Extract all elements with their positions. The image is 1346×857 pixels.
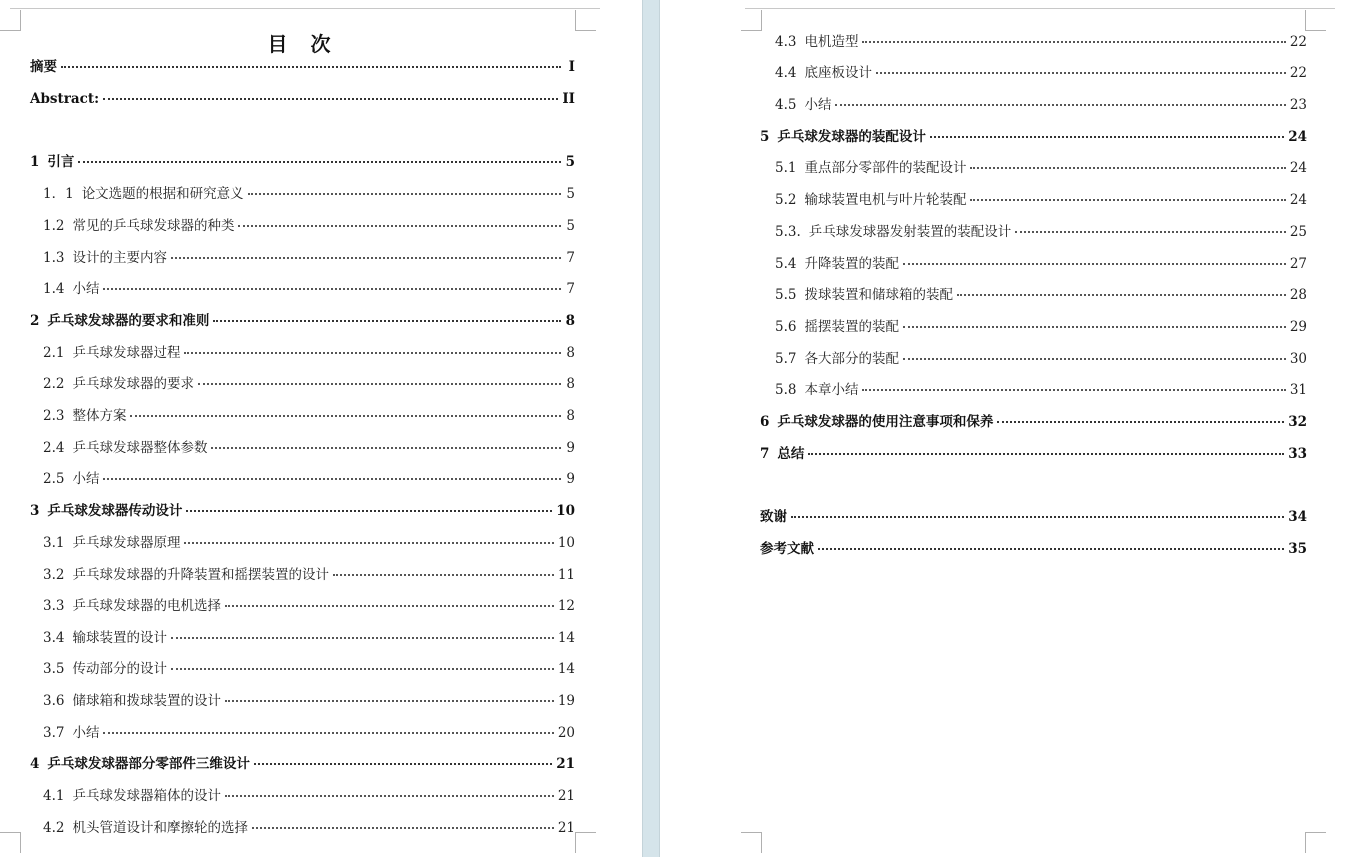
toc-entry-number: 3.6 [43, 693, 65, 709]
toc-entry[interactable] [775, 286, 1307, 304]
toc-entry[interactable] [43, 185, 575, 203]
toc-entry-number: 4.1 [43, 788, 65, 804]
toc-leader-dots [862, 389, 1285, 391]
toc-leader-dots [252, 827, 554, 829]
toc-entry[interactable] [30, 502, 575, 520]
toc-entry[interactable] [775, 191, 1307, 209]
toc-entry-number: 1.2 [43, 218, 65, 234]
toc-entry-label: 乒乓球发球器过程 [72, 345, 181, 361]
document-page-right [660, 0, 1346, 857]
toc-entry[interactable] [775, 64, 1307, 82]
toc-entry-label: 乒乓球发球器的装配设计 [777, 129, 926, 145]
toc-entry[interactable] [43, 629, 575, 647]
page-gap [642, 0, 660, 857]
toc-entry[interactable] [760, 413, 1307, 431]
toc-entry-number: 4.2 [43, 820, 65, 836]
toc-entry-label: 乒乓球发球器的升降装置和摇摆装置的设计 [72, 567, 329, 583]
toc-entry-label: 底座板设计 [804, 65, 872, 81]
toc-entry-label: 乒乓球发球器的使用注意事项和保养 [777, 414, 994, 430]
toc-entry[interactable] [775, 381, 1307, 399]
toc-entry-label: 输球装置的设计 [72, 630, 167, 646]
toc-entry-label: 输球装置电机与叶片轮装配 [804, 192, 967, 208]
toc-leader-dots [903, 326, 1286, 328]
toc-leader-dots [835, 104, 1285, 106]
toc-entry[interactable] [760, 445, 1307, 463]
toc-entry[interactable] [43, 470, 575, 488]
toc-leader-dots [1015, 231, 1286, 233]
toc-entry-label: 小结 [804, 97, 832, 113]
toc-entry[interactable] [43, 375, 575, 393]
toc-title: 目 次 [267, 32, 339, 56]
toc-entry-page: I [568, 59, 575, 75]
toc-entry-label: 小结 [72, 471, 100, 487]
toc-entry-number: 3 [30, 503, 40, 519]
toc-entry-page: 21 [556, 756, 575, 772]
toc-leader-dots [171, 637, 554, 639]
toc-leader-dots [862, 41, 1285, 43]
toc-leader-dots [184, 542, 553, 544]
toc-entry-label: 传动部分的设计 [72, 661, 167, 677]
toc-entry[interactable] [43, 692, 575, 710]
toc-entry-page: 31 [1289, 382, 1307, 398]
toc-entry[interactable] [775, 33, 1307, 51]
toc-entry[interactable] [43, 724, 575, 742]
toc-entry-page: 22 [1289, 34, 1307, 50]
toc-entry-page: 30 [1289, 351, 1307, 367]
toc-entry[interactable] [775, 350, 1307, 368]
toc-entry-page: 10 [557, 535, 575, 551]
toc-entry-number: 5.4 [775, 256, 797, 272]
toc-entry-page: 7 [566, 281, 575, 297]
toc-entry[interactable] [760, 128, 1307, 146]
toc-entry-page: 23 [1289, 97, 1307, 113]
toc-leader-dots [248, 193, 561, 195]
toc-entry-number: 3.2 [43, 567, 65, 583]
toc-entry-label: 机头管道设计和摩擦轮的选择 [72, 820, 248, 836]
toc-entry-page: 12 [557, 598, 575, 614]
toc-entry[interactable] [43, 787, 575, 805]
toc-leader-dots [930, 136, 1284, 138]
crop-mark [0, 832, 21, 853]
toc-entry-label: 储球箱和拨球装置的设计 [72, 693, 221, 709]
toc-entry-page: 14 [557, 661, 575, 677]
toc-entry-page: 24 [1289, 160, 1307, 176]
toc-entry-number: 4.5 [775, 97, 797, 113]
toc-entry-label: 各大部分的装配 [804, 351, 899, 367]
toc-leader-dots [171, 257, 561, 259]
toc-entry-page: 5 [566, 218, 575, 234]
toc-entry-number: 5.1 [775, 160, 797, 176]
toc-entry-label: 小结 [72, 281, 100, 297]
toc-leader-dots [225, 605, 554, 607]
toc-leader-dots [970, 167, 1285, 169]
toc-entry-label: 致谢 [760, 509, 787, 525]
toc-leader-dots [903, 263, 1286, 265]
toc-entry[interactable] [775, 96, 1307, 114]
crop-mark [1305, 10, 1326, 31]
toc-entry-label: 摘要 [30, 59, 57, 75]
toc-entry[interactable] [760, 508, 1307, 526]
toc-entry-page: 21 [557, 788, 575, 804]
toc-entry[interactable] [43, 819, 575, 837]
toc-leader-dots [103, 732, 553, 734]
toc-leader-dots [184, 352, 561, 354]
toc-entry-page: 35 [1288, 541, 1307, 557]
toc-entry-number: 7 [760, 446, 770, 462]
toc-entry-label: 引言 [47, 154, 75, 170]
toc-entry-number: 5.6 [775, 319, 797, 335]
document-page-left [0, 0, 642, 857]
toc-entry-label: Abstract: [30, 91, 100, 107]
toc-leader-dots [254, 763, 552, 765]
toc-entry-label: 乒乓球发球器的要求和准则 [47, 313, 210, 329]
toc-entry-number: 1.4 [43, 281, 65, 297]
toc-leader-dots [818, 548, 1284, 550]
toc-entry-page: 10 [556, 503, 575, 519]
toc-leader-dots [103, 288, 561, 290]
toc-entry-page: 8 [566, 376, 575, 392]
toc-entry-page: 28 [1289, 287, 1307, 303]
toc-leader-dots [997, 421, 1284, 423]
toc-entry-label: 小结 [72, 725, 100, 741]
toc-entry[interactable] [43, 280, 575, 298]
toc-entry-page: 24 [1288, 129, 1307, 145]
toc-leader-dots [791, 516, 1284, 518]
toc-entry-number: 5.5 [775, 287, 797, 303]
toc-entry-number: 2.5 [43, 471, 65, 487]
toc-entry[interactable] [775, 159, 1307, 177]
toc-leader-dots [78, 161, 561, 163]
toc-entry-label: 重点部分零部件的装配设计 [804, 160, 967, 176]
toc-entry-label: 升降装置的装配 [804, 256, 899, 272]
toc-entry-label: 乒乓球发球器的要求 [72, 376, 194, 392]
toc-leader-dots [903, 358, 1286, 360]
toc-entry-label: 参考文献 [760, 541, 814, 557]
toc-entry[interactable] [43, 217, 575, 235]
toc-leader-dots [970, 199, 1285, 201]
toc-entry-page: 8 [566, 345, 575, 361]
toc-entry-page: 19 [557, 693, 575, 709]
toc-entry-page: 5 [565, 154, 575, 170]
toc-entry[interactable] [775, 318, 1307, 336]
toc-entry-page: 9 [566, 471, 575, 487]
toc-entry-label: 乒乓球发球器发射装置的装配设计 [808, 224, 1012, 240]
toc-entry-number: 3.5 [43, 661, 65, 677]
crop-mark [575, 832, 596, 853]
toc-leader-dots [213, 320, 561, 322]
toc-entry-label: 论文选题的根据和研究意义 [81, 186, 244, 202]
toc-entry-page: 9 [566, 440, 575, 456]
toc-entry[interactable] [30, 153, 575, 171]
toc-leader-dots [225, 795, 554, 797]
toc-leader-dots [333, 574, 554, 576]
toc-entry-label: 本章小结 [804, 382, 859, 398]
toc-entry-label: 乒乓球发球器部分零部件三维设计 [47, 756, 250, 772]
toc-leader-dots [225, 700, 554, 702]
toc-leader-dots [103, 98, 558, 100]
toc-entry-number: 2.2 [43, 376, 65, 392]
toc-entry-label: 乒乓球发球器整体参数 [72, 440, 208, 456]
toc-entry-number: 1 [30, 154, 40, 170]
toc-entry-label: 整体方案 [72, 408, 127, 424]
toc-entry[interactable] [43, 660, 575, 678]
toc-entry-label: 常见的乒乓球发球器的种类 [72, 218, 235, 234]
header-rule [10, 0, 600, 9]
toc-leader-dots [211, 447, 561, 449]
toc-leader-dots [130, 415, 561, 417]
toc-entry[interactable] [43, 407, 575, 425]
toc-entry-page: 25 [1289, 224, 1307, 240]
toc-entry[interactable] [43, 249, 575, 267]
toc-leader-dots [876, 72, 1286, 74]
toc-entry-page: 14 [557, 630, 575, 646]
toc-entry[interactable] [30, 755, 575, 773]
toc-entry-label: 乒乓球发球器传动设计 [47, 503, 183, 519]
toc-entry-number: 5.8 [775, 382, 797, 398]
toc-entry-label: 乒乓球发球器的电机选择 [72, 598, 221, 614]
toc-entry[interactable] [43, 344, 575, 362]
toc-entry-page: 8 [565, 313, 575, 329]
toc-entry-label: 乒乓球发球器箱体的设计 [72, 788, 221, 804]
toc-entry-number: 3.3 [43, 598, 65, 614]
toc-entry-label: 总结 [777, 446, 805, 462]
toc-entry[interactable] [775, 223, 1307, 241]
toc-entry-number: 6 [760, 414, 770, 430]
toc-leader-dots [957, 294, 1286, 296]
toc-entry-number: 5.3. [775, 224, 801, 240]
toc-entry[interactable] [43, 566, 575, 584]
toc-entry-number: 5.7 [775, 351, 797, 367]
toc-entry[interactable] [30, 58, 575, 76]
toc-entry-page: 24 [1289, 192, 1307, 208]
toc-entry-number: 5.2 [775, 192, 797, 208]
toc-entry[interactable] [43, 597, 575, 615]
toc-leader-dots [198, 383, 561, 385]
toc-entry-number: 4.4 [775, 65, 797, 81]
toc-entry-number: 5 [760, 129, 770, 145]
toc-entry-page: 11 [557, 567, 575, 583]
toc-entry-page: 20 [557, 725, 575, 741]
toc-entry-page: 27 [1289, 256, 1307, 272]
toc-entry-label: 摇摆装置的装配 [804, 319, 899, 335]
toc-entry-number: 1.3 [43, 250, 65, 266]
toc-entry-page: 33 [1288, 446, 1307, 462]
header-rule [745, 0, 1335, 9]
toc-entry[interactable] [43, 439, 575, 457]
toc-entry-number: 3.7 [43, 725, 65, 741]
toc-entry-page: II [562, 91, 575, 107]
toc-entry-number: 3.4 [43, 630, 65, 646]
toc-entry-page: 22 [1289, 65, 1307, 81]
toc-entry-number: 1．1 [43, 186, 74, 202]
toc-entry-page: 21 [557, 820, 575, 836]
toc-leader-dots [103, 478, 561, 480]
crop-mark [741, 10, 762, 31]
toc-entry-page: 32 [1288, 414, 1307, 430]
crop-mark [741, 832, 762, 853]
toc-entry[interactable] [43, 534, 575, 552]
toc-entry-page: 7 [566, 250, 575, 266]
toc-entry[interactable] [30, 90, 575, 108]
toc-entry-number: 2.4 [43, 440, 65, 456]
toc-entry[interactable] [775, 255, 1307, 273]
toc-leader-dots [808, 453, 1284, 455]
toc-entry-number: 2.3 [43, 408, 65, 424]
toc-leader-dots [61, 66, 561, 68]
toc-entry-number: 4.3 [775, 34, 797, 50]
toc-entry-label: 乒乓球发球器原理 [72, 535, 181, 551]
crop-mark [1305, 832, 1326, 853]
toc-entry[interactable] [760, 540, 1307, 558]
toc-entry-label: 拨球装置和储球箱的装配 [804, 287, 953, 303]
toc-entry-page: 8 [566, 408, 575, 424]
toc-entry-page: 29 [1289, 319, 1307, 335]
toc-entry-number: 3.1 [43, 535, 65, 551]
toc-entry[interactable] [30, 312, 575, 330]
toc-entry-number: 4 [30, 756, 40, 772]
toc-entry-page: 34 [1288, 509, 1307, 525]
toc-entry-number: 2.1 [43, 345, 65, 361]
toc-leader-dots [238, 225, 561, 227]
toc-leader-dots [186, 510, 552, 512]
toc-entry-label: 电机造型 [804, 34, 859, 50]
toc-entry-number: 2 [30, 313, 40, 329]
toc-leader-dots [171, 668, 554, 670]
toc-entry-page: 5 [566, 186, 575, 202]
toc-entry-label: 设计的主要内容 [72, 250, 167, 266]
